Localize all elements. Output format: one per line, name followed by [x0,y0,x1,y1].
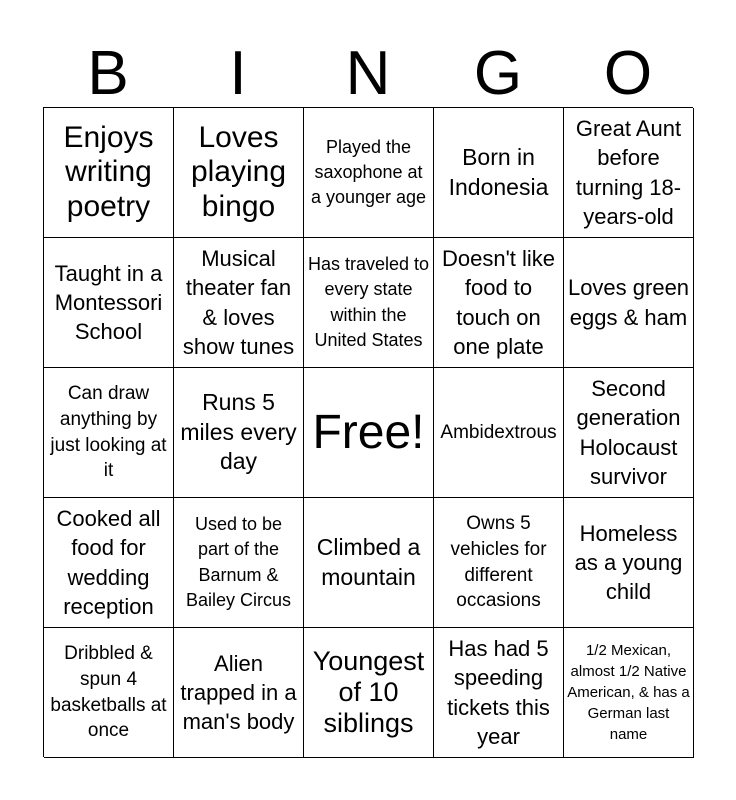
bingo-cell[interactable]: Climbed a mountain [304,498,434,628]
bingo-cell[interactable]: Born in Indonesia [434,108,564,238]
free-space[interactable]: Free! [304,368,434,498]
bingo-cell[interactable]: Taught in a Montessori School [44,238,174,368]
bingo-cell[interactable]: Used to be part of the Barnum & Bailey Circus [174,498,304,628]
bingo-cell[interactable]: Owns 5 vehicles for different occasions [434,498,564,628]
bingo-cell[interactable]: Has had 5 speeding tickets this year [434,628,564,758]
bingo-cell[interactable]: Homeless as a young child [564,498,694,628]
bingo-cell[interactable]: Has traveled to every state within the United States [304,238,434,368]
bingo-cell[interactable]: Doesn't like food to touch on one plate [434,238,564,368]
header-letter-n: N [345,39,391,108]
bingo-cell[interactable]: Alien trapped in a man's body [174,628,304,758]
bingo-cell[interactable]: Second generation Holocaust survivor [564,368,694,498]
bingo-cell[interactable]: Loves playing bingo [174,108,304,238]
header-letter-i: I [229,39,247,108]
bingo-cell[interactable]: Played the saxophone at a younger age [304,108,434,238]
bingo-cell[interactable]: Enjoys writing poetry [44,108,174,238]
bingo-cell[interactable]: Musical theater fan & loves show tunes [174,238,304,368]
bingo-cell[interactable]: Can draw anything by just looking at it [44,368,174,498]
bingo-cell[interactable]: Cooked all food for wedding reception [44,498,174,628]
bingo-board [43,107,693,757]
bingo-cell[interactable]: Youngest of 10 siblings [304,628,434,758]
bingo-cell[interactable]: Loves green eggs & ham [564,238,694,368]
bingo-cell[interactable]: Dribbled & spun 4 basketballs at once [44,628,174,758]
bingo-cell[interactable]: 1/2 Mexican, almost 1/2 Native American, & has a German last name [564,628,694,758]
bingo-cell[interactable]: Runs 5 miles every day [174,368,304,498]
bingo-cell[interactable]: Great Aunt before turning 18-years-old [564,108,694,238]
bingo-cell[interactable]: Ambidextrous [434,368,564,498]
header-letter-g: G [473,39,523,108]
header-letter-o: O [603,39,653,108]
bingo-header [43,40,693,108]
header-letter-b: B [87,39,129,108]
